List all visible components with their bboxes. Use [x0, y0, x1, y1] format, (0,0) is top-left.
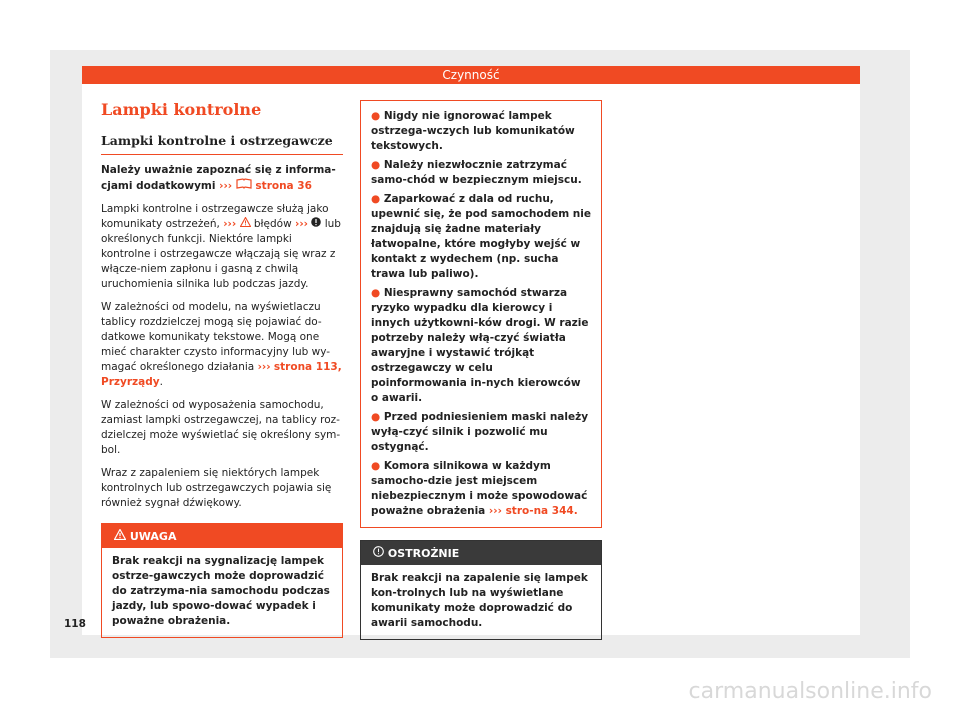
list-item: ● Nigdy nie ignorować lampek ostrzega-wczych lub komunikatów tekstowych.	[371, 110, 575, 152]
warning-bullets-box	[360, 100, 602, 528]
info-circle-icon	[311, 217, 321, 232]
ref-arrow: ›››	[219, 180, 233, 192]
ref-arrow: ›››	[295, 218, 308, 230]
section-subtitle: Lampki kontrolne i ostrzegawcze	[101, 133, 343, 155]
engine-reference-link[interactable]: stro-na 344.	[505, 505, 578, 517]
caution-text: Brak reakcji na zapalenie się lampek kon-trolnych lub na wyświetlane komunikaty może doprowadzić do awarii samochodu.	[371, 572, 588, 629]
list-item: ● Przed podniesieniem maski należy wyłą-czyć silnik i pozwolić mu ostygnąć.	[371, 411, 589, 453]
warning-triangle-icon	[114, 529, 126, 543]
intro-reference-link[interactable]: strona 36	[255, 180, 312, 192]
ref-arrow: ›››	[223, 218, 237, 230]
section-header: Czynność	[82, 66, 860, 84]
list-item: ● Komora silnikowa w każdym samocho-dzie jest miejscem niebezpiecznym i może spowodować poważne obrażenia ››› stro-na 344.	[371, 460, 588, 517]
warning-text: Brak reakcji na sygnalizację lampek ostrze-gawczych może doprowadzić do zatrzyma-nia samochodu podczas jazdy, lub spowo-dować wypadek i poważne obrażenia.	[112, 555, 330, 627]
p1-text-b: błędów	[253, 218, 292, 230]
intro-paragraph	[101, 163, 343, 194]
warning-box	[101, 523, 343, 638]
list-item: ● Zaparkować z dala od ruchu, upewnić się, że pod samochodem nie znajdują się żadne materiały łatwopalne, które mogłyby wejść w kontakt z wydechem (np. sucha trawa lub paliwo).	[371, 193, 592, 280]
page-number: 118	[64, 618, 86, 630]
paragraph-2: W zależności od modelu, na wyświetlaczu tablicy rozdzielczej mogą się pojawiać do-datkowe komunikaty tekstowe. Mogą one mieć charakter czysto informacyjny lub wy-magać określonego działania ››› strona 113, Przyrządy.	[101, 301, 342, 388]
paragraph-1	[101, 202, 343, 292]
watermark: carmanualsonline.info	[688, 679, 932, 704]
left-column	[101, 100, 343, 638]
book-icon	[236, 178, 252, 194]
p2-text: W zależności od modelu, na wyświetlaczu tablicy rozdzielczej mogą się pojawiać do-datkowe komunikaty tekstowe. Mogą one mieć charakter czysto informacyjny lub wy-magać określonego działania	[101, 301, 331, 373]
page-title: Lampki kontrolne	[101, 100, 262, 119]
ref-arrow: ›››	[257, 361, 271, 373]
p1-text-a: Lampki kontrolne i ostrzegawcze służą jako komunikaty ostrzeżeń,	[101, 203, 329, 230]
alert-circle-icon	[373, 546, 384, 560]
caution-title: OSTROŻNIE	[387, 547, 460, 560]
paragraph-4: Wraz z zapaleniem się niektórych lampek kontrolnych lub ostrzegawczych pojawia się również sygnał dźwiękowy.	[101, 467, 332, 509]
caution-header	[361, 541, 601, 565]
paragraph-3: W zależności od wyposażenia samochodu, zamiast lampki ostrzegawczej, na tablicy roz-dzielczej może wyświetlać się określony sym-bol.	[101, 399, 341, 456]
warning-title: UWAGA	[129, 530, 177, 543]
caution-box	[360, 540, 602, 640]
list-item: ● Niesprawny samochód stwarza ryzyko wypadku dla kierowcy i innych użytkowni-ków drogi. W razie potrzeby należy włą-czyć światła awaryjne i wystawić trójkąt ostrzegawczy w celu poinformowania in-nych kierowców o awarii.	[371, 287, 589, 404]
p1-text-c: lub określonych funkcji. Niektóre lampki kontrolne i ostrzegawcze włączają się wraz z włącze-niem zapłonu i gasną z chwilą uruchomienia silnika lub podczas jazdy.	[101, 218, 341, 290]
warning-header	[102, 524, 342, 548]
warning-triangle-icon	[240, 217, 251, 232]
intro-lead: Należy uważnie zapoznać się z informa-cjami dodatkowymi	[101, 164, 336, 192]
ref-arrow: ›››	[488, 505, 502, 517]
list-item: ● Należy niezwłocznie zatrzymać samo-chód w bezpiecznym miejscu.	[371, 159, 582, 186]
instruments-reference-link[interactable]: strona 113, Przyrządy	[101, 361, 342, 388]
right-column	[360, 100, 602, 640]
